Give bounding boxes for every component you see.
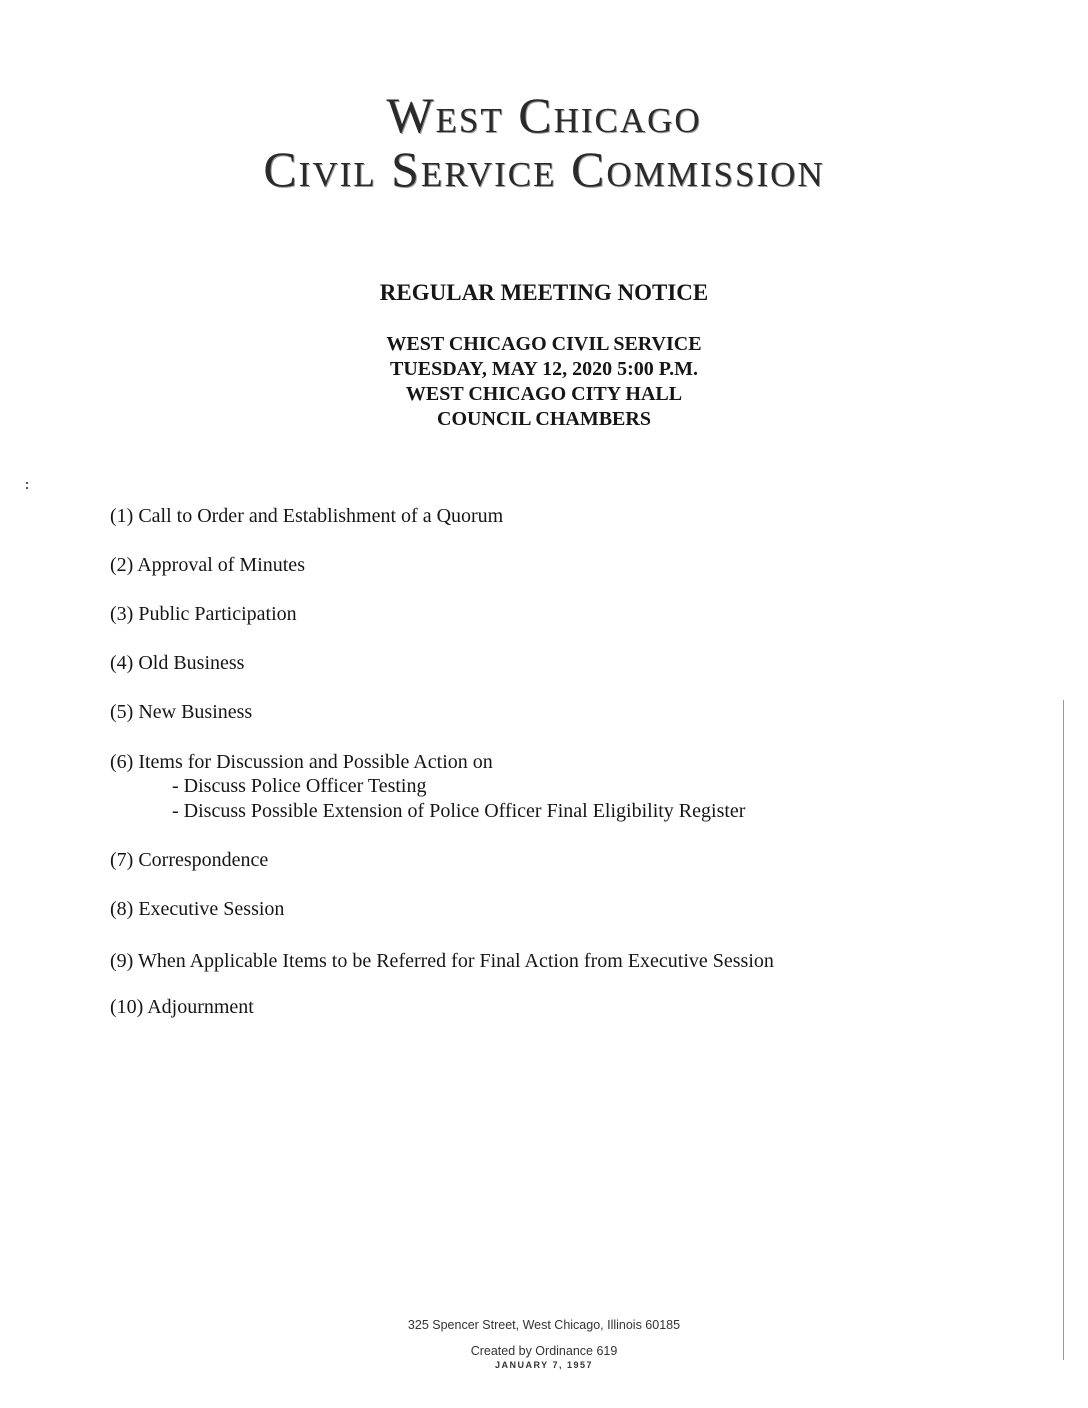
agenda-item-6: (6) Items for Discussion and Possible Action on [110, 751, 493, 773]
footer-address: 325 Spencer Street, West Chicago, Illinois 60185 [407, 1318, 681, 1332]
meeting-room: COUNCIL CHAMBERS [437, 408, 651, 430]
agenda-item-5: (5) New Business [110, 701, 253, 723]
letterhead-line-2: Civil Service Commission [263, 141, 825, 197]
scan-speck [26, 482, 28, 484]
agenda-item-10: (10) Adjournment [110, 996, 254, 1018]
meeting-details [0, 332, 1088, 432]
meeting-body: WEST CHICAGO CIVIL SERVICE [386, 333, 702, 355]
meeting-datetime: TUESDAY, MAY 12, 2020 5:00 P.M. [389, 358, 698, 380]
scan-edge-line [1063, 700, 1064, 1360]
meeting-venue: WEST CHICAGO CITY HALL [405, 383, 683, 405]
agenda-item-2: (2) Approval of Minutes [110, 554, 305, 576]
letterhead-line-1: West Chicago [386, 87, 702, 143]
agenda-item-7: (7) Correspondence [110, 849, 269, 871]
agenda-item-9: (9) When Applicable Items to be Referred for Final Action from Executive Session [110, 950, 774, 972]
agenda-subitem-6a: - Discuss Police Officer Testing [172, 775, 427, 797]
agenda-item-3: (3) Public Participation [110, 603, 297, 625]
footer-date: JANUARY 7, 1957 [494, 1360, 594, 1370]
footer-ordinance: Created by Ordinance 619 [470, 1344, 618, 1358]
scan-speck [26, 487, 28, 489]
agenda-item-8: (8) Executive Session [110, 898, 285, 920]
agenda-item-1: (1) Call to Order and Establishment of a Quorum [110, 505, 504, 527]
agenda-subitem-6b: - Discuss Possible Extension of Police Officer Final Eligibility Register [172, 800, 746, 822]
notice-title: REGULAR MEETING NOTICE [379, 280, 709, 305]
agenda-item-4: (4) Old Business [110, 652, 245, 674]
